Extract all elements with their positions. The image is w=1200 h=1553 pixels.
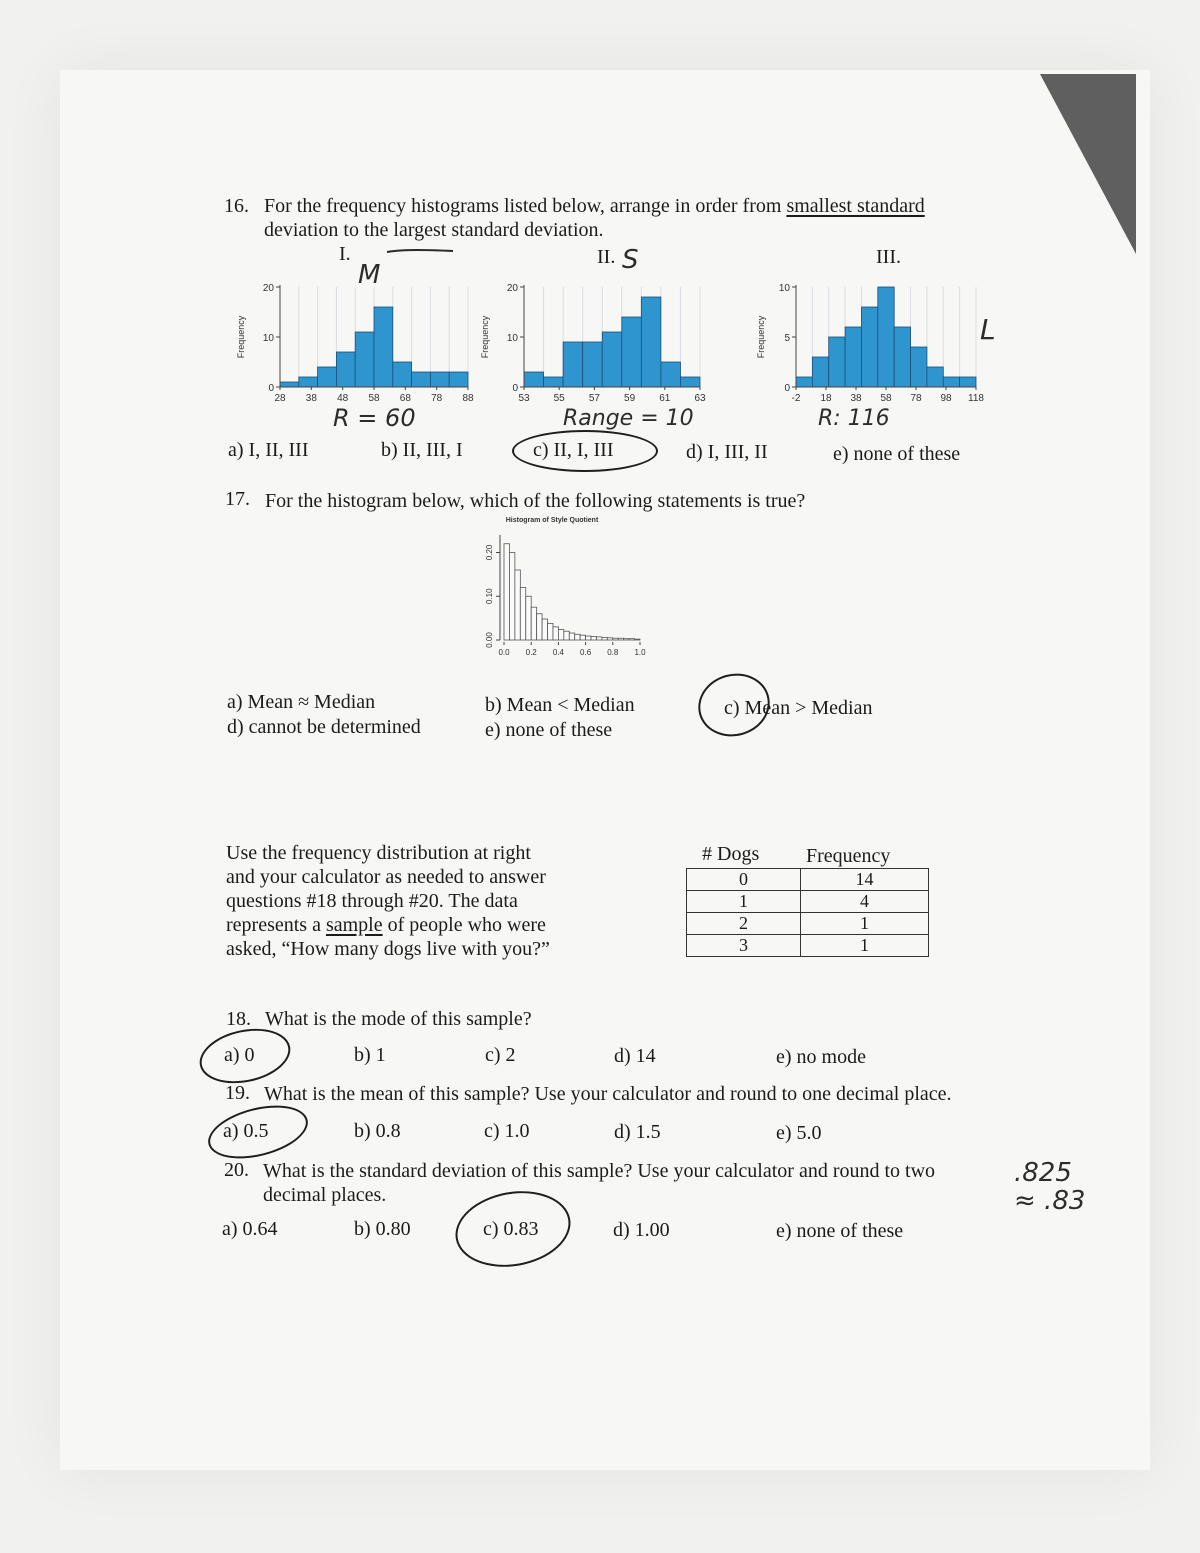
table-cell: 4	[801, 891, 929, 913]
y-tick-label: 10	[778, 283, 790, 294]
y-tick-label: 0	[268, 383, 274, 394]
histogram-bar	[602, 332, 622, 387]
x-tick-label: 0.2	[525, 648, 537, 657]
x-tick-label: 59	[624, 393, 636, 404]
histogram-bar	[531, 607, 536, 640]
histogram-2	[478, 270, 713, 410]
histogram-3-title: III.	[876, 246, 901, 268]
q18-text: What is the mode of this sample?	[265, 1008, 532, 1030]
q19-text: What is the mean of this sample? Use your calculator and round to one decimal place.	[264, 1083, 952, 1105]
histogram-bar	[796, 377, 812, 387]
handwritten-sd-value: .825	[1014, 1158, 1072, 1188]
q16-choice-b: b) II, III, I	[381, 439, 463, 461]
handwritten-underline	[385, 246, 455, 256]
histogram-3	[754, 270, 994, 410]
q16-choice-a: a) I, II, III	[228, 439, 309, 461]
histogram-bar	[393, 362, 412, 387]
q17-choice-d: d) cannot be determined	[227, 716, 421, 738]
histogram-1-title: I.	[339, 243, 351, 265]
q20-choice-d: d) 1.00	[613, 1219, 670, 1241]
x-tick-label: 78	[910, 393, 922, 404]
histogram-bar	[548, 623, 553, 640]
histogram-bar	[355, 332, 374, 387]
histogram-bar	[618, 638, 623, 640]
histogram-bar	[430, 372, 449, 387]
table-cell: 3	[687, 935, 801, 957]
q16-text-underlined: smallest standard	[786, 195, 925, 217]
q16-text-line2: deviation to the largest standard deviation.	[264, 219, 604, 241]
q19-choice-b: b) 0.8	[354, 1120, 401, 1142]
histogram-bar	[318, 367, 337, 387]
histogram-bar	[299, 377, 318, 387]
q17-choice-e: e) none of these	[485, 719, 613, 741]
q16-text-line1-pre: For the frequency histograms listed below, arrange in order from	[264, 195, 787, 217]
y-tick-label: 0	[784, 383, 790, 394]
handwritten-mark-2: S	[622, 245, 639, 275]
histogram-bar	[812, 357, 828, 387]
y-tick-label: 10	[506, 333, 518, 344]
histogram-bar	[575, 634, 580, 640]
x-tick-label: 53	[518, 393, 530, 404]
histogram-bar	[680, 377, 700, 387]
q20-choice-e: e) none of these	[776, 1220, 904, 1242]
histogram-1	[232, 270, 482, 410]
x-tick-label: 38	[305, 393, 317, 404]
x-tick-label: 88	[462, 393, 474, 404]
table-cell: 2	[687, 913, 801, 935]
histogram-bar	[564, 631, 569, 640]
histogram-bar	[911, 347, 927, 387]
histogram-bar	[553, 627, 558, 640]
intro-line-1: Use the frequency distribution at right	[226, 842, 531, 864]
histogram-style-quotient	[470, 512, 660, 667]
x-tick-label: 63	[694, 393, 706, 404]
x-tick-label: 1.0	[634, 648, 646, 657]
handwritten-range-1: R = 60	[333, 404, 416, 432]
table-cell: 1	[687, 891, 801, 913]
intro-line-5: asked, “How many dogs live with you?”	[226, 938, 550, 960]
x-tick-label: 57	[588, 393, 600, 404]
histogram-bar	[635, 639, 640, 640]
q18-choice-c: c) 2	[485, 1044, 516, 1066]
frequency-table	[686, 868, 929, 957]
histogram-bar	[524, 372, 544, 387]
intro-line-4	[226, 913, 550, 937]
y-tick-label: 20	[506, 283, 518, 294]
x-tick-label: 118	[968, 393, 984, 404]
table-header-dogs: # Dogs	[702, 843, 760, 865]
histogram-bar	[509, 553, 514, 641]
histogram-bar	[845, 327, 861, 387]
histogram-bar	[602, 637, 607, 640]
histogram-bar	[412, 372, 431, 387]
x-tick-label: 58	[880, 393, 892, 404]
x-tick-label: 98	[940, 393, 952, 404]
q20-text-line2: decimal places.	[263, 1184, 387, 1206]
y-tick-label: 10	[262, 333, 274, 344]
q17-choice-c: c) Mean > Median	[724, 697, 873, 719]
histogram-bar	[878, 287, 894, 387]
table-cell: 1	[801, 913, 929, 935]
histogram-bar	[829, 337, 845, 387]
table-cell: 1	[801, 935, 929, 957]
y-tick-label: 0.20	[485, 544, 494, 561]
table-row	[687, 913, 929, 935]
intro-paragraph	[226, 841, 550, 961]
histogram-bar	[526, 596, 531, 640]
y-tick-label: 5	[784, 333, 790, 344]
x-tick-label: 78	[431, 393, 443, 404]
q17-choice-b: b) Mean < Median	[485, 694, 635, 716]
histogram-bar	[515, 570, 520, 640]
table-row	[687, 891, 929, 913]
histogram-bar	[520, 588, 525, 641]
y-axis-label: Frequency	[236, 315, 246, 359]
histogram-bar	[624, 639, 629, 640]
histogram-bar	[374, 307, 393, 387]
q19-choice-c: c) 1.0	[484, 1120, 530, 1142]
x-tick-label: 55	[553, 393, 565, 404]
histogram-bar	[504, 544, 509, 640]
q17-text: For the histogram below, which of the following statements is true?	[265, 490, 806, 512]
x-tick-label: -2	[791, 393, 801, 404]
y-tick-label: 0.00	[485, 632, 494, 648]
x-tick-label: 0.0	[498, 648, 510, 657]
histogram-bar	[544, 377, 564, 387]
histogram-bar	[569, 633, 574, 640]
histogram-bar	[613, 638, 618, 640]
histogram-bar	[607, 638, 612, 640]
handwritten-sd-rounded: ≈ .83	[1014, 1186, 1086, 1216]
y-axis-label: Frequency	[480, 315, 490, 359]
chart-title: Histogram of Style Quotient	[505, 517, 599, 524]
q20-text-line1: What is the standard deviation of this sample? Use your calculator and round to two	[263, 1160, 936, 1182]
x-tick-label: 68	[399, 393, 411, 404]
table-row	[687, 869, 929, 891]
q19-choice-a: a) 0.5	[223, 1120, 269, 1142]
histogram-bar	[927, 367, 943, 387]
histogram-bar	[622, 317, 642, 387]
histogram-bar	[596, 637, 601, 640]
handwritten-mark-1: M	[358, 260, 381, 290]
histogram-bar	[661, 362, 681, 387]
q18-choice-a: a) 0	[224, 1044, 255, 1066]
table-cell: 0	[687, 869, 801, 891]
histogram-bar	[943, 377, 959, 387]
q18-number: 18.	[226, 1008, 251, 1030]
histogram-bar	[591, 637, 596, 641]
y-tick-label: 20	[262, 283, 274, 294]
intro-line-2: and your calculator as needed to answer	[226, 866, 546, 888]
q20-choice-b: b) 0.80	[354, 1218, 411, 1240]
histogram-bar	[641, 297, 661, 387]
y-tick-label: 0.10	[485, 588, 494, 605]
q19-number: 19.	[225, 1082, 250, 1104]
q20-choice-a: a) 0.64	[222, 1218, 278, 1240]
answer-circle-q16	[512, 430, 658, 472]
histogram-bar	[629, 639, 634, 640]
intro-sample-underlined: sample	[325, 914, 383, 936]
q18-choice-b: b) 1	[354, 1044, 386, 1066]
q18-choice-d: d) 14	[614, 1045, 656, 1067]
q16-number: 16.	[224, 195, 249, 217]
x-tick-label: 58	[368, 393, 380, 404]
q20-number: 20.	[224, 1159, 249, 1181]
histogram-bar	[537, 614, 542, 640]
q16-choice-e: e) none of these	[833, 443, 961, 465]
x-tick-label: 0.8	[607, 648, 619, 657]
q17-choice-a: a) Mean ≈ Median	[227, 691, 376, 713]
histogram-bar	[960, 377, 976, 387]
q20-choice-c: c) 0.83	[483, 1218, 539, 1240]
histogram-bar	[542, 619, 547, 640]
histogram-bar	[586, 636, 591, 640]
y-tick-label: 0	[512, 383, 518, 394]
histogram-bar	[894, 327, 910, 387]
intro-line-4-pre: represents a	[226, 914, 326, 936]
x-tick-label: 0.6	[580, 648, 592, 657]
histogram-bar	[563, 342, 583, 387]
q16-choice-c: c) II, I, III	[533, 439, 614, 461]
histogram-bar	[583, 342, 603, 387]
intro-line-3: questions #18 through #20. The data	[226, 890, 518, 912]
table-cell: 14	[801, 869, 929, 891]
q19-choice-e: e) 5.0	[776, 1122, 822, 1144]
x-tick-label: 18	[820, 393, 832, 404]
histogram-bar	[861, 307, 877, 387]
table-row	[687, 935, 929, 957]
histogram-2-title: II.	[597, 246, 616, 268]
handwritten-mark-3: L	[980, 313, 996, 346]
handwritten-range-2: Range = 10	[563, 406, 694, 431]
table-header-frequency: Frequency	[806, 845, 891, 867]
histogram-bar	[280, 382, 299, 387]
y-axis-label: Frequency	[756, 315, 766, 359]
histogram-bar	[449, 372, 468, 387]
histogram-bar	[336, 352, 355, 387]
q19-choice-d: d) 1.5	[614, 1121, 661, 1143]
x-tick-label: 48	[337, 393, 349, 404]
x-tick-label: 28	[274, 393, 286, 404]
handwritten-range-3: R: 116	[818, 406, 890, 431]
intro-line-4-post: of people who were	[382, 914, 546, 936]
q17-number: 17.	[225, 488, 250, 510]
q16-text-line1	[264, 193, 925, 219]
x-tick-label: 0.4	[552, 648, 564, 657]
x-tick-label: 61	[659, 393, 671, 404]
histogram-bar	[558, 630, 563, 641]
x-tick-label: 38	[850, 393, 862, 404]
histogram-bar	[580, 635, 585, 640]
q18-choice-e: e) no mode	[776, 1046, 866, 1068]
q16-choice-d: d) I, III, II	[686, 441, 768, 463]
